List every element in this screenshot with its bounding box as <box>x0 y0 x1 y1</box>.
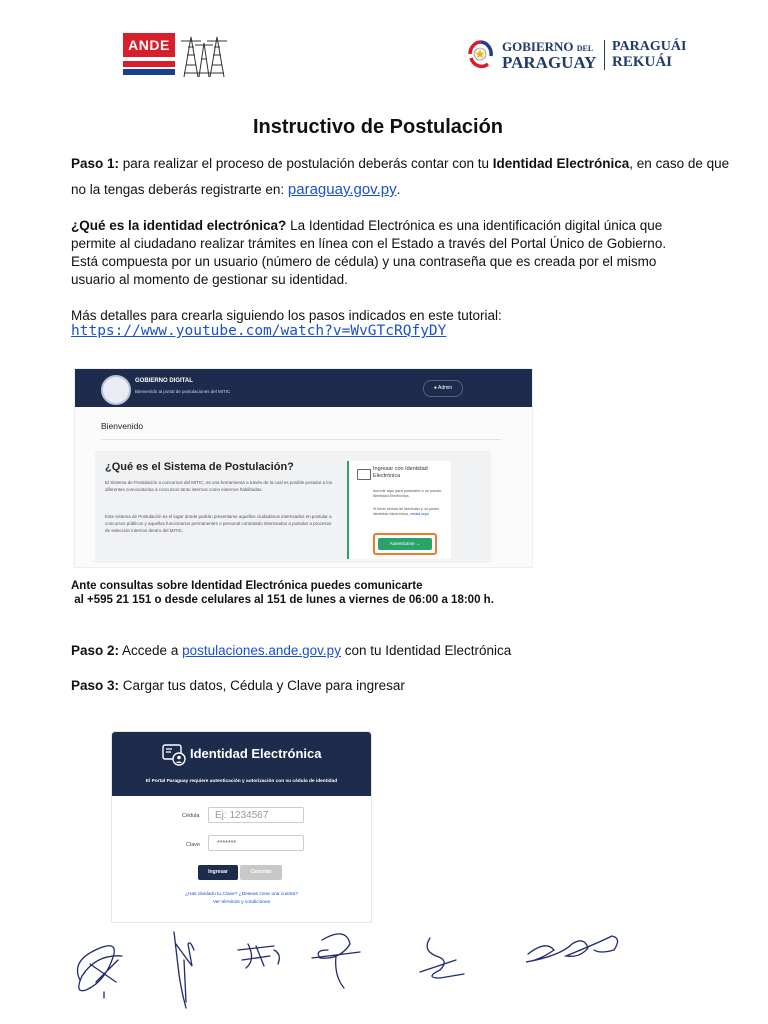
portal-login-panel <box>347 461 451 559</box>
paso1-label: Paso 1: <box>71 156 120 171</box>
gov-logo-line4: REKUÁI <box>612 54 673 70</box>
login-title: Identidad Electrónica <box>190 746 322 761</box>
gov-logo-divider <box>604 40 605 70</box>
gov-logo-line3: PARAGUÁI <box>612 39 687 54</box>
portal-login-text-2-body: Si tiene cédula de identidad y no posee identidad electrónica, <box>373 507 440 516</box>
portal-screenshot <box>74 368 533 568</box>
portal-seal-icon <box>101 375 131 405</box>
portal-paragraph-2: Este sistema de Postulación es el lugar donde podrán presentarse aquellos ciudadanos interesados en postular a concursos públicos y aquellos funcionarios permanentes o personal contratado interesados a postular a procesos de selección internos dentro del MITIC. <box>105 514 332 533</box>
terms-link[interactable]: Ver términos y condiciones <box>212 900 271 905</box>
id-card-icon <box>357 469 371 480</box>
portal-navbar <box>75 369 532 407</box>
cedula-input[interactable]: Ej: 1234567 <box>208 807 304 823</box>
user-icon: ● <box>433 385 437 391</box>
cedula-label: Cédula <box>182 813 200 819</box>
portal-create-link[interactable]: creala aquí <box>409 512 429 516</box>
portal-paragraph-1: El Sistema de Postulación a concursos del MITIC, es una herramienta a través de la cual es posible postular a los diferentes convocatorias a concursos tanto internos como externos habilitadas. <box>105 480 333 492</box>
portal-subtitle: Bienvenido al portal de postulaciones del MITIC <box>135 389 231 394</box>
signature-1 <box>78 946 123 998</box>
ande-logo-text: ANDE <box>123 33 175 57</box>
portal-info-card <box>95 451 491 563</box>
portal-welcome: Bienvenido <box>101 421 144 431</box>
ande-logo <box>123 33 233 77</box>
identity-p2: Está compuesta por un usuario (número de cédula) y una contraseña que es creada por el mismo usuario al momento de gestionar su identidad. <box>71 254 657 287</box>
signature-2 <box>174 932 194 1008</box>
login-subtitle: El Portal Paraguay requiere autenticación y autorización con su cédula de identidad <box>145 779 338 784</box>
identity-paragraph <box>71 217 691 253</box>
paso1-line1 <box>71 155 729 173</box>
portal-auth-highlight <box>373 533 437 555</box>
contact-line1: Ante consultas sobre Identidad Electrónica puedes comunicarte <box>71 580 423 592</box>
paso3-line <box>71 677 405 695</box>
portal-login-text-1: Accedé aquí para postularte a un puesto Identidad Electrónica. <box>373 489 442 498</box>
signature-6 <box>526 936 618 962</box>
ingresar-button[interactable]: Ingresar <box>198 865 238 880</box>
paso2-label: Paso 2: <box>71 643 120 658</box>
forgot-password-link[interactable]: ¿Has olvidado tu Clave? ¿Deseas crear una cuenta? <box>185 892 298 897</box>
identity-p1: La Identidad Electrónica es una identificación digital única que permite al ciudadano realizar trámites en línea con el Estado a través del Portal Único de Gobierno. <box>71 218 667 251</box>
gobierno-paraguay-logo <box>466 38 696 72</box>
authenticate-button[interactable]: Autenticarse → <box>378 538 432 550</box>
portal-login-title: Ingresar con Identidad Electrónica <box>373 466 428 479</box>
paso1-period: . <box>396 182 401 197</box>
signatures <box>60 920 720 1020</box>
paso1-text-b: , en caso de que <box>629 156 730 171</box>
signature-3 <box>238 944 279 968</box>
paso2-text-a: Accede a <box>119 643 183 658</box>
identity-question: ¿Qué es la identidad electrónica? <box>71 218 287 233</box>
login-header <box>112 732 371 796</box>
paso3-text: Cargar tus datos, Cédula y Clave para ingresar <box>119 678 405 693</box>
cancelar-button[interactable]: Cancelar <box>240 865 282 880</box>
gov-logo-del: DEL <box>576 44 594 53</box>
portal-admin-button[interactable] <box>423 380 463 397</box>
identity-card-icon <box>162 744 186 766</box>
paso1-line2-text: no la tengas deberás registrarte en: <box>71 182 288 197</box>
paso1-text-a: para realizar el proceso de postulación deberás contar con tu <box>119 156 493 171</box>
ande-logo-blue-bar <box>123 69 175 75</box>
portal-brand: GOBIERNO DIGITAL <box>135 378 193 384</box>
paso2-text-b: con tu Identidad Electrónica <box>340 643 512 658</box>
tutorial-text: Más detalles para crearla siguiendo los pasos indicados en este tutorial: <box>71 308 502 323</box>
paraguay-seal-icon <box>466 38 494 70</box>
portal-login-text-2 <box>373 507 447 517</box>
portal-admin-label: Admin <box>437 385 453 391</box>
document-title: Instructivo de Postulación <box>252 116 504 138</box>
paso3-label: Paso 3: <box>71 678 120 693</box>
paso1-line2 <box>71 181 400 199</box>
paraguay-gov-link[interactable]: paraguay.gov.py <box>287 181 397 198</box>
ande-logo-red-bar <box>123 61 175 67</box>
gov-logo-line1: GOBIERNO <box>502 39 574 54</box>
paso2-line <box>71 642 511 660</box>
gov-logo-line2: PARAGUAY <box>502 53 597 72</box>
contact-line2: al +595 21 151 o desde celulares al 151 de lunes a viernes de 06:00 a 18:00 h. <box>71 594 494 606</box>
signature-4 <box>312 934 360 988</box>
postulaciones-link[interactable]: postulaciones.ande.gov.py <box>182 643 341 658</box>
clave-input[interactable]: ******* <box>208 835 304 851</box>
portal-divider <box>101 439 501 440</box>
login-screenshot <box>111 731 372 923</box>
clave-label: Clave <box>186 842 201 848</box>
power-tower-icon <box>179 33 229 77</box>
youtube-tutorial-link[interactable]: https://www.youtube.com/watch?v=WvGTcRQfyDY <box>71 323 447 339</box>
signature-5 <box>420 938 464 978</box>
paso1-bold: Identidad Electrónica <box>492 156 630 171</box>
portal-question: ¿Qué es el Sistema de Postulación? <box>105 461 294 473</box>
